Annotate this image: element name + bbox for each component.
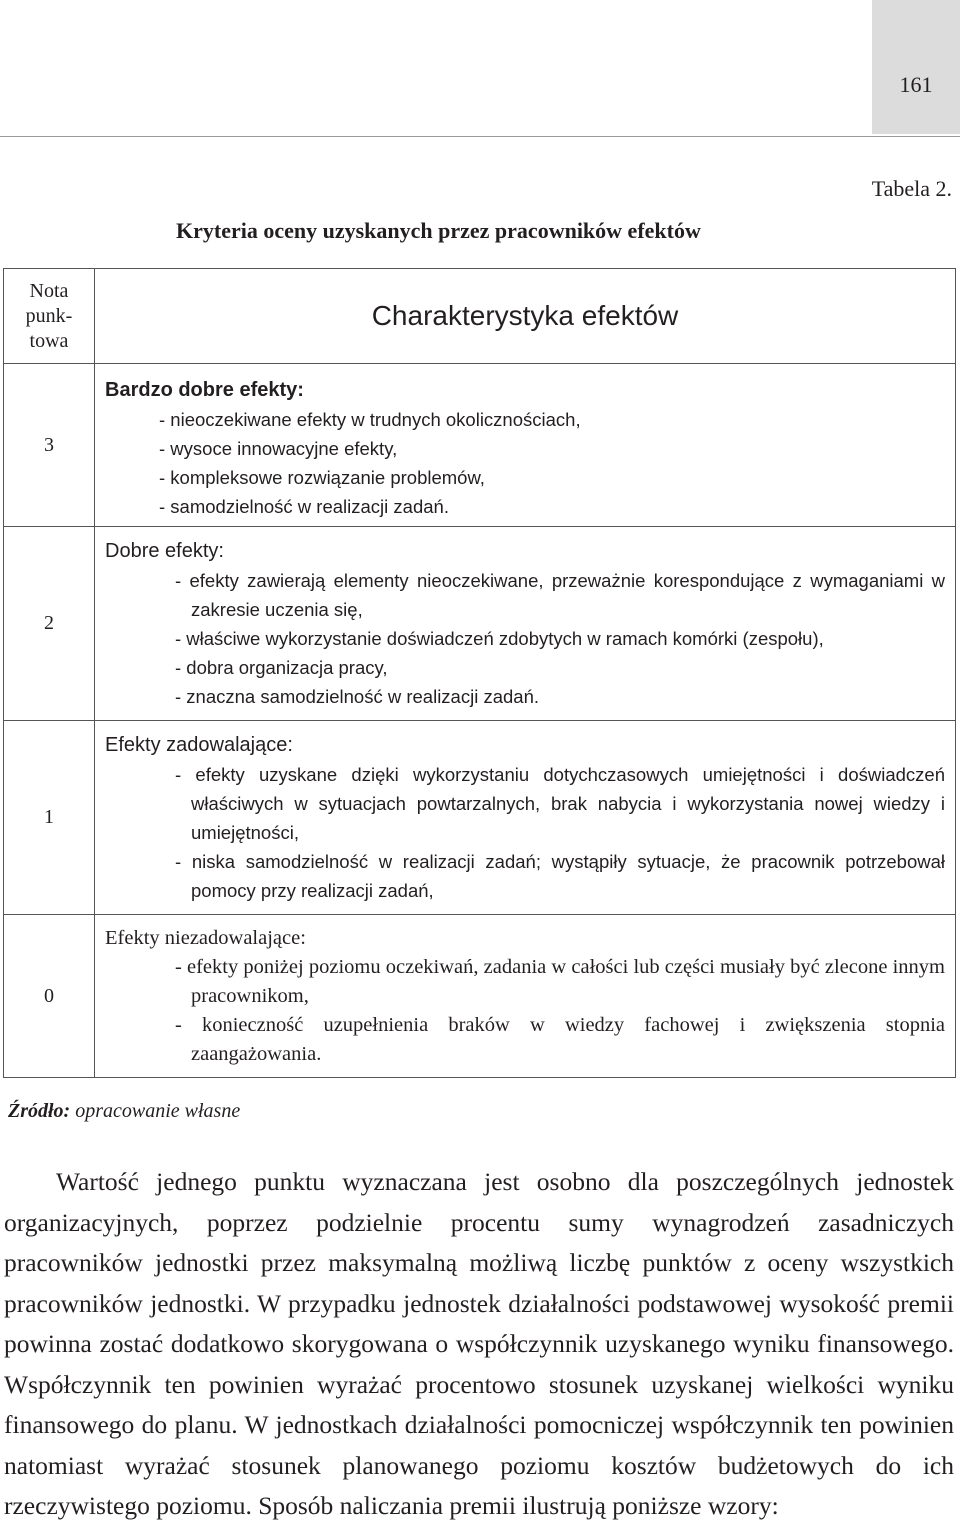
list-item: - znaczna samodzielność w realizacji zadań. <box>175 685 540 707</box>
list-item: - nieoczekiwane efekty w trudnych okolicznościach, <box>159 408 581 430</box>
header-rule <box>0 136 960 137</box>
table-row <box>4 364 956 527</box>
source-label: Źródło: <box>8 1100 71 1122</box>
source-text: opracowanie własne <box>70 1100 241 1122</box>
score-cell: 0 <box>4 915 95 1078</box>
row-title: Efekty zadowalające: <box>105 733 293 756</box>
list-item: - konieczność uzupełnienia braków w wiedzy fachowej i zwiększenia stopnia zaangażowania. <box>175 1013 945 1065</box>
row-title: Efekty niezadowalające: <box>105 926 306 949</box>
page-number: 161 <box>899 72 933 97</box>
table-row <box>4 915 956 1078</box>
characteristics-cell <box>95 527 956 721</box>
table-header-row <box>4 269 956 364</box>
table-title: Kryteria oceny uzyskanych przez pracowników efektów <box>176 218 701 243</box>
score-cell: 1 <box>4 721 95 915</box>
source-note <box>8 1100 240 1123</box>
characteristics-cell <box>95 915 956 1078</box>
list-item: - efekty uzyskane dzięki wykorzystaniu dotychczasowych umiejętności i doświadczeń właściwych w sytuacjach powtarzalnych, brak nabycia i wykorzystania nowej wiedzy i umiejętności, <box>175 763 945 843</box>
page-number-tab <box>872 0 960 134</box>
list-item: - efekty zawierają elementy nieoczekiwane, przeważnie korespondujące z wymaganiami w zakresie uczenia się, <box>175 569 945 620</box>
characteristics-cell <box>95 364 956 527</box>
characteristics-cell <box>95 721 956 915</box>
list-item: - wysoce innowacyjne efekty, <box>159 437 398 459</box>
table-row <box>4 527 956 721</box>
list-item: - niska samodzielność w realizacji zadań; wystąpiły sytuacje, że pracownik potrzebował pomocy przy realizacji zadań, <box>175 850 945 901</box>
characteristics-column-header: Charakterystyka efektów <box>95 269 956 364</box>
score-column-header <box>4 269 95 364</box>
body-paragraph: Wartość jednego punktu wyznaczana jest osobno dla poszczególnych jednostek organizacyjnych, poprzez podzielnie procentu sumy wynagrodzeń zasadniczych pracowników jednostki przez maksymalną możliwą liczbę punktów z oceny wszystkich pracowników jednostki. W przypadku jednostek działalności podstawowej wysokość premii powinna zostać dodatkowo skorygowana o współczynnik uzyskanego wyniku finansowego. Współczynnik ten powinien wyrażać procentowo stosunek uzyskanej wielkości wyniku finansowego do planu. W jednostkach działalności pomocniczej współczynnik ten powinien natomiast wyrażać stosunek planowanego poziomu kosztów budżetowych do ich rzeczywistego poziomu. Sposób naliczania premii ilustrują poniższe wzory: <box>4 1167 954 1520</box>
score-header-line: punk- <box>25 304 73 327</box>
score-header-line: Nota <box>29 279 69 302</box>
table-label: Tabela 2. <box>871 176 952 201</box>
list-item: - dobra organizacja pracy, <box>175 656 388 678</box>
list-item: - efekty poniżej poziomu oczekiwań, zadania w całości lub części musiały być zlecone innym pracownikom, <box>175 955 945 1007</box>
score-cell: 2 <box>4 527 95 721</box>
list-item: - samodzielność w realizacji zadań. <box>159 495 449 517</box>
row-title: Dobre efekty: <box>105 539 224 562</box>
list-item: - właściwe wykorzystanie doświadczeń zdobytych w ramach komórki (zespołu), <box>175 627 824 649</box>
row-title: Bardzo dobre efekty: <box>105 378 304 401</box>
criteria-table <box>3 268 956 1078</box>
score-cell: 3 <box>4 364 95 527</box>
list-item: - kompleksowe rozwiązanie problemów, <box>159 466 485 488</box>
score-header-line: towa <box>29 329 69 352</box>
table-row <box>4 721 956 915</box>
